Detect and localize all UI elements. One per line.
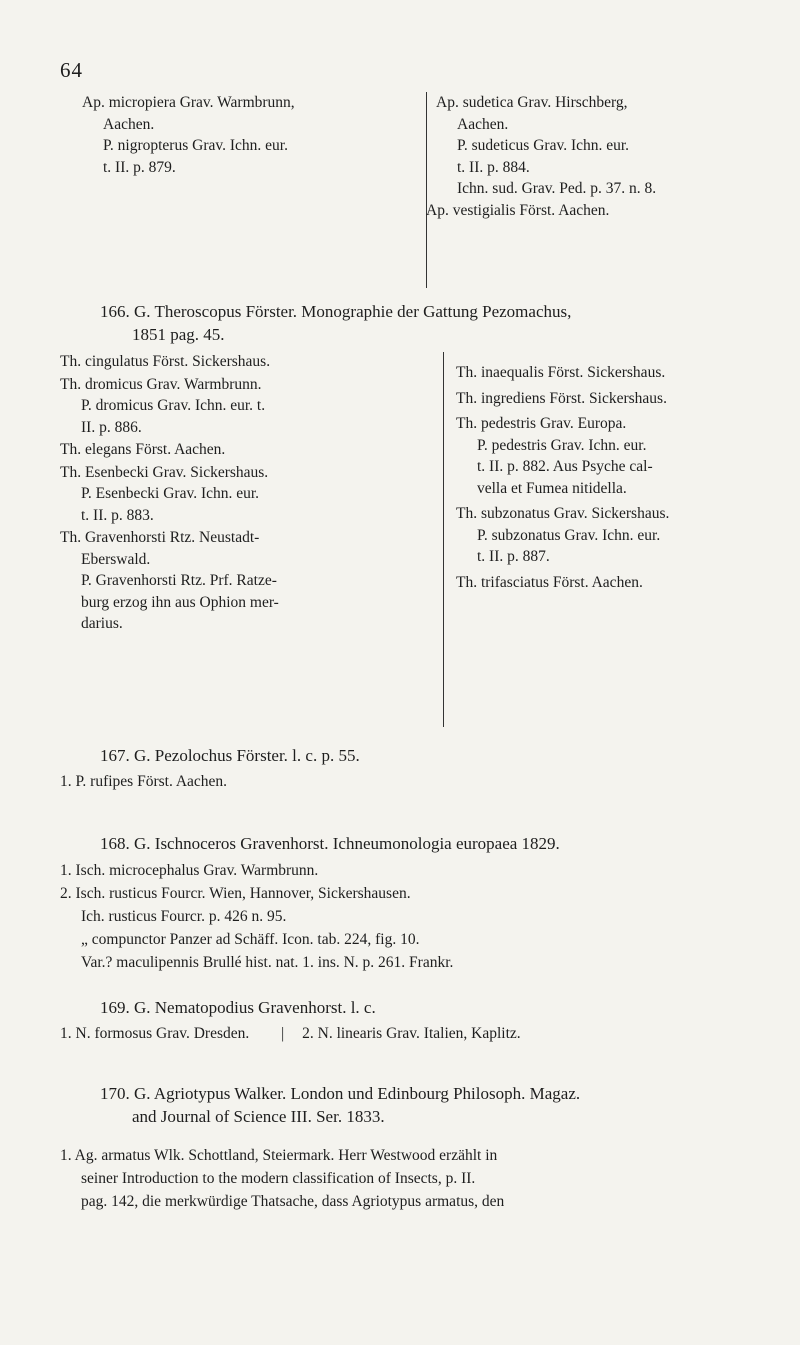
species-entry bbox=[60, 462, 430, 527]
entry-line: t. II. p. 883. bbox=[81, 506, 154, 524]
entry-line: Ichn. sud. Grav. Ped. p. 37. n. 8. bbox=[457, 180, 657, 197]
column-divider bbox=[426, 92, 427, 288]
page-number: 64 bbox=[60, 58, 83, 82]
entry-line: P. sudeticus Grav. Ichn. eur. bbox=[457, 137, 630, 154]
species-entry bbox=[456, 413, 786, 499]
section-169-heading bbox=[100, 996, 376, 1019]
section-169-body bbox=[60, 1022, 790, 1045]
entry-line: t. II. p. 882. Aus Psyche cal- bbox=[477, 458, 653, 475]
entry-line: Ich. rusticus Fourcr. p. 426 n. 95. bbox=[81, 908, 287, 925]
entry-line: 1. P. rufipes Först. Aachen. bbox=[60, 773, 228, 790]
entry-line: Th. pedestris Grav. Europa. bbox=[456, 415, 627, 432]
entry-9 bbox=[436, 92, 776, 200]
column-divider bbox=[443, 352, 444, 727]
inline-separator: | bbox=[281, 1025, 285, 1042]
heading-line: and Journal of Science III. Ser. 1833. bbox=[132, 1107, 385, 1126]
top-right-column bbox=[426, 92, 776, 221]
entry-line: P. nigropterus Grav. Ichn. eur. bbox=[103, 137, 288, 154]
entry-line: Eberswald. bbox=[81, 550, 151, 568]
entry-line: Ap. micropiera Grav. Warmbrunn, bbox=[82, 94, 295, 111]
species-entry bbox=[456, 503, 786, 568]
species-entry bbox=[60, 527, 430, 635]
section-167-heading bbox=[100, 744, 360, 767]
entry-line: Aachen. bbox=[103, 115, 155, 133]
entry-line: 1. Ag. armatus Wlk. Schottland, Steiermark. Herr Westwood erzählt in bbox=[60, 1147, 498, 1164]
section-166-right-column bbox=[456, 362, 786, 593]
entry-line: Th. trifasciatus Först. Aachen. bbox=[456, 573, 643, 591]
species-entry bbox=[456, 362, 786, 384]
species-entry bbox=[60, 439, 430, 461]
entry-line: Th. dromicus Grav. Warmbrunn. bbox=[60, 375, 262, 393]
entry-line: Th. subzonatus Grav. Sickershaus. bbox=[456, 505, 670, 522]
entry-line: t. II. p. 879. bbox=[103, 158, 176, 176]
heading-line: 1851 pag. 45. bbox=[132, 325, 225, 344]
species-entry bbox=[456, 572, 786, 594]
section-170-body bbox=[60, 1144, 790, 1213]
entry-line: Th. ingrediens Först. Sickershaus. bbox=[456, 389, 667, 407]
entry-line: Ap. sudetica Grav. Hirschberg, bbox=[436, 94, 628, 111]
section-166-left-column bbox=[60, 351, 430, 635]
heading-line: 166. G. Theroscopus Förster. Monographie der Gattung Pezomachus, bbox=[100, 302, 572, 321]
entry-line: 2. N. linearis Grav. Italien, Kaplitz. bbox=[302, 1025, 521, 1042]
section-168-heading bbox=[100, 832, 560, 855]
heading-line: 169. G. Nematopodius Gravenhorst. l. c. bbox=[100, 998, 376, 1017]
section-170-heading bbox=[100, 1082, 790, 1128]
section-166-heading bbox=[100, 300, 790, 346]
entry-line: 1. N. formosus Grav. Dresden. bbox=[60, 1025, 250, 1042]
entry-line: P. Esenbecki Grav. Ichn. eur. bbox=[81, 485, 260, 502]
entry-line: II. p. 886. bbox=[81, 418, 142, 436]
entry-line: 1. Isch. microcephalus Grav. Warmbrunn. bbox=[60, 862, 319, 879]
entry-8 bbox=[82, 92, 412, 178]
heading-line: 167. G. Pezolochus Förster. l. c. p. 55. bbox=[100, 746, 360, 765]
heading-line: 168. G. Ischnoceros Gravenhorst. Ichneumonologia europaea 1829. bbox=[100, 834, 560, 853]
entry-line: Ap. vestigialis Först. Aachen. bbox=[426, 201, 610, 219]
entry-line: Th. Gravenhorsti Rtz. Neustadt- bbox=[60, 529, 260, 546]
entry-line: darius. bbox=[81, 615, 123, 632]
entry-line: Aachen. bbox=[457, 115, 509, 133]
entry-line: burg erzog ihn aus Ophion mer- bbox=[81, 593, 279, 611]
entry-line: t. II. p. 887. bbox=[477, 548, 550, 565]
entry-line: P. subzonatus Grav. Ichn. eur. bbox=[477, 526, 661, 544]
section-168-body bbox=[60, 859, 790, 974]
entry-line: „ compunctor Panzer ad Schäff. Icon. tab. 224, fig. 10. bbox=[81, 931, 420, 948]
entry-line: seiner Introduction to the modern classification of Insects, p. II. bbox=[81, 1170, 476, 1187]
top-left-column bbox=[82, 92, 412, 178]
entry-line: P. pedestris Grav. Ichn. eur. bbox=[477, 436, 647, 454]
entry-line: Th. Esenbecki Grav. Sickershaus. bbox=[60, 463, 269, 481]
entry-line: P. dromicus Grav. Ichn. eur. t. bbox=[81, 397, 266, 414]
entry-line: Th. elegans Först. Aachen. bbox=[60, 441, 226, 458]
species-entry bbox=[60, 374, 430, 439]
entry-line: t. II. p. 884. bbox=[457, 158, 530, 176]
species-entry bbox=[456, 388, 786, 410]
entry-line: Th. inaequalis Först. Sickershaus. bbox=[456, 364, 666, 381]
entry-line: P. Gravenhorsti Rtz. Prf. Ratze- bbox=[81, 572, 277, 589]
heading-line: 170. G. Agriotypus Walker. London und Edinbourg Philosoph. Magaz. bbox=[100, 1084, 581, 1103]
entry-line: Th. cingulatus Först. Sickershaus. bbox=[60, 353, 271, 370]
entry-line: vella et Fumea nitidella. bbox=[477, 479, 627, 497]
entry-line: Var.? maculipennis Brullé hist. nat. 1. ins. N. p. 261. Frankr. bbox=[81, 954, 454, 971]
entry-line: 2. Isch. rusticus Fourcr. Wien, Hannover, Sickershausen. bbox=[60, 885, 411, 902]
section-167-body bbox=[60, 770, 227, 793]
entry-10 bbox=[426, 200, 776, 222]
entry-line: pag. 142, die merkwürdige Thatsache, dass Agriotypus armatus, den bbox=[81, 1193, 505, 1210]
species-entry bbox=[60, 351, 430, 373]
